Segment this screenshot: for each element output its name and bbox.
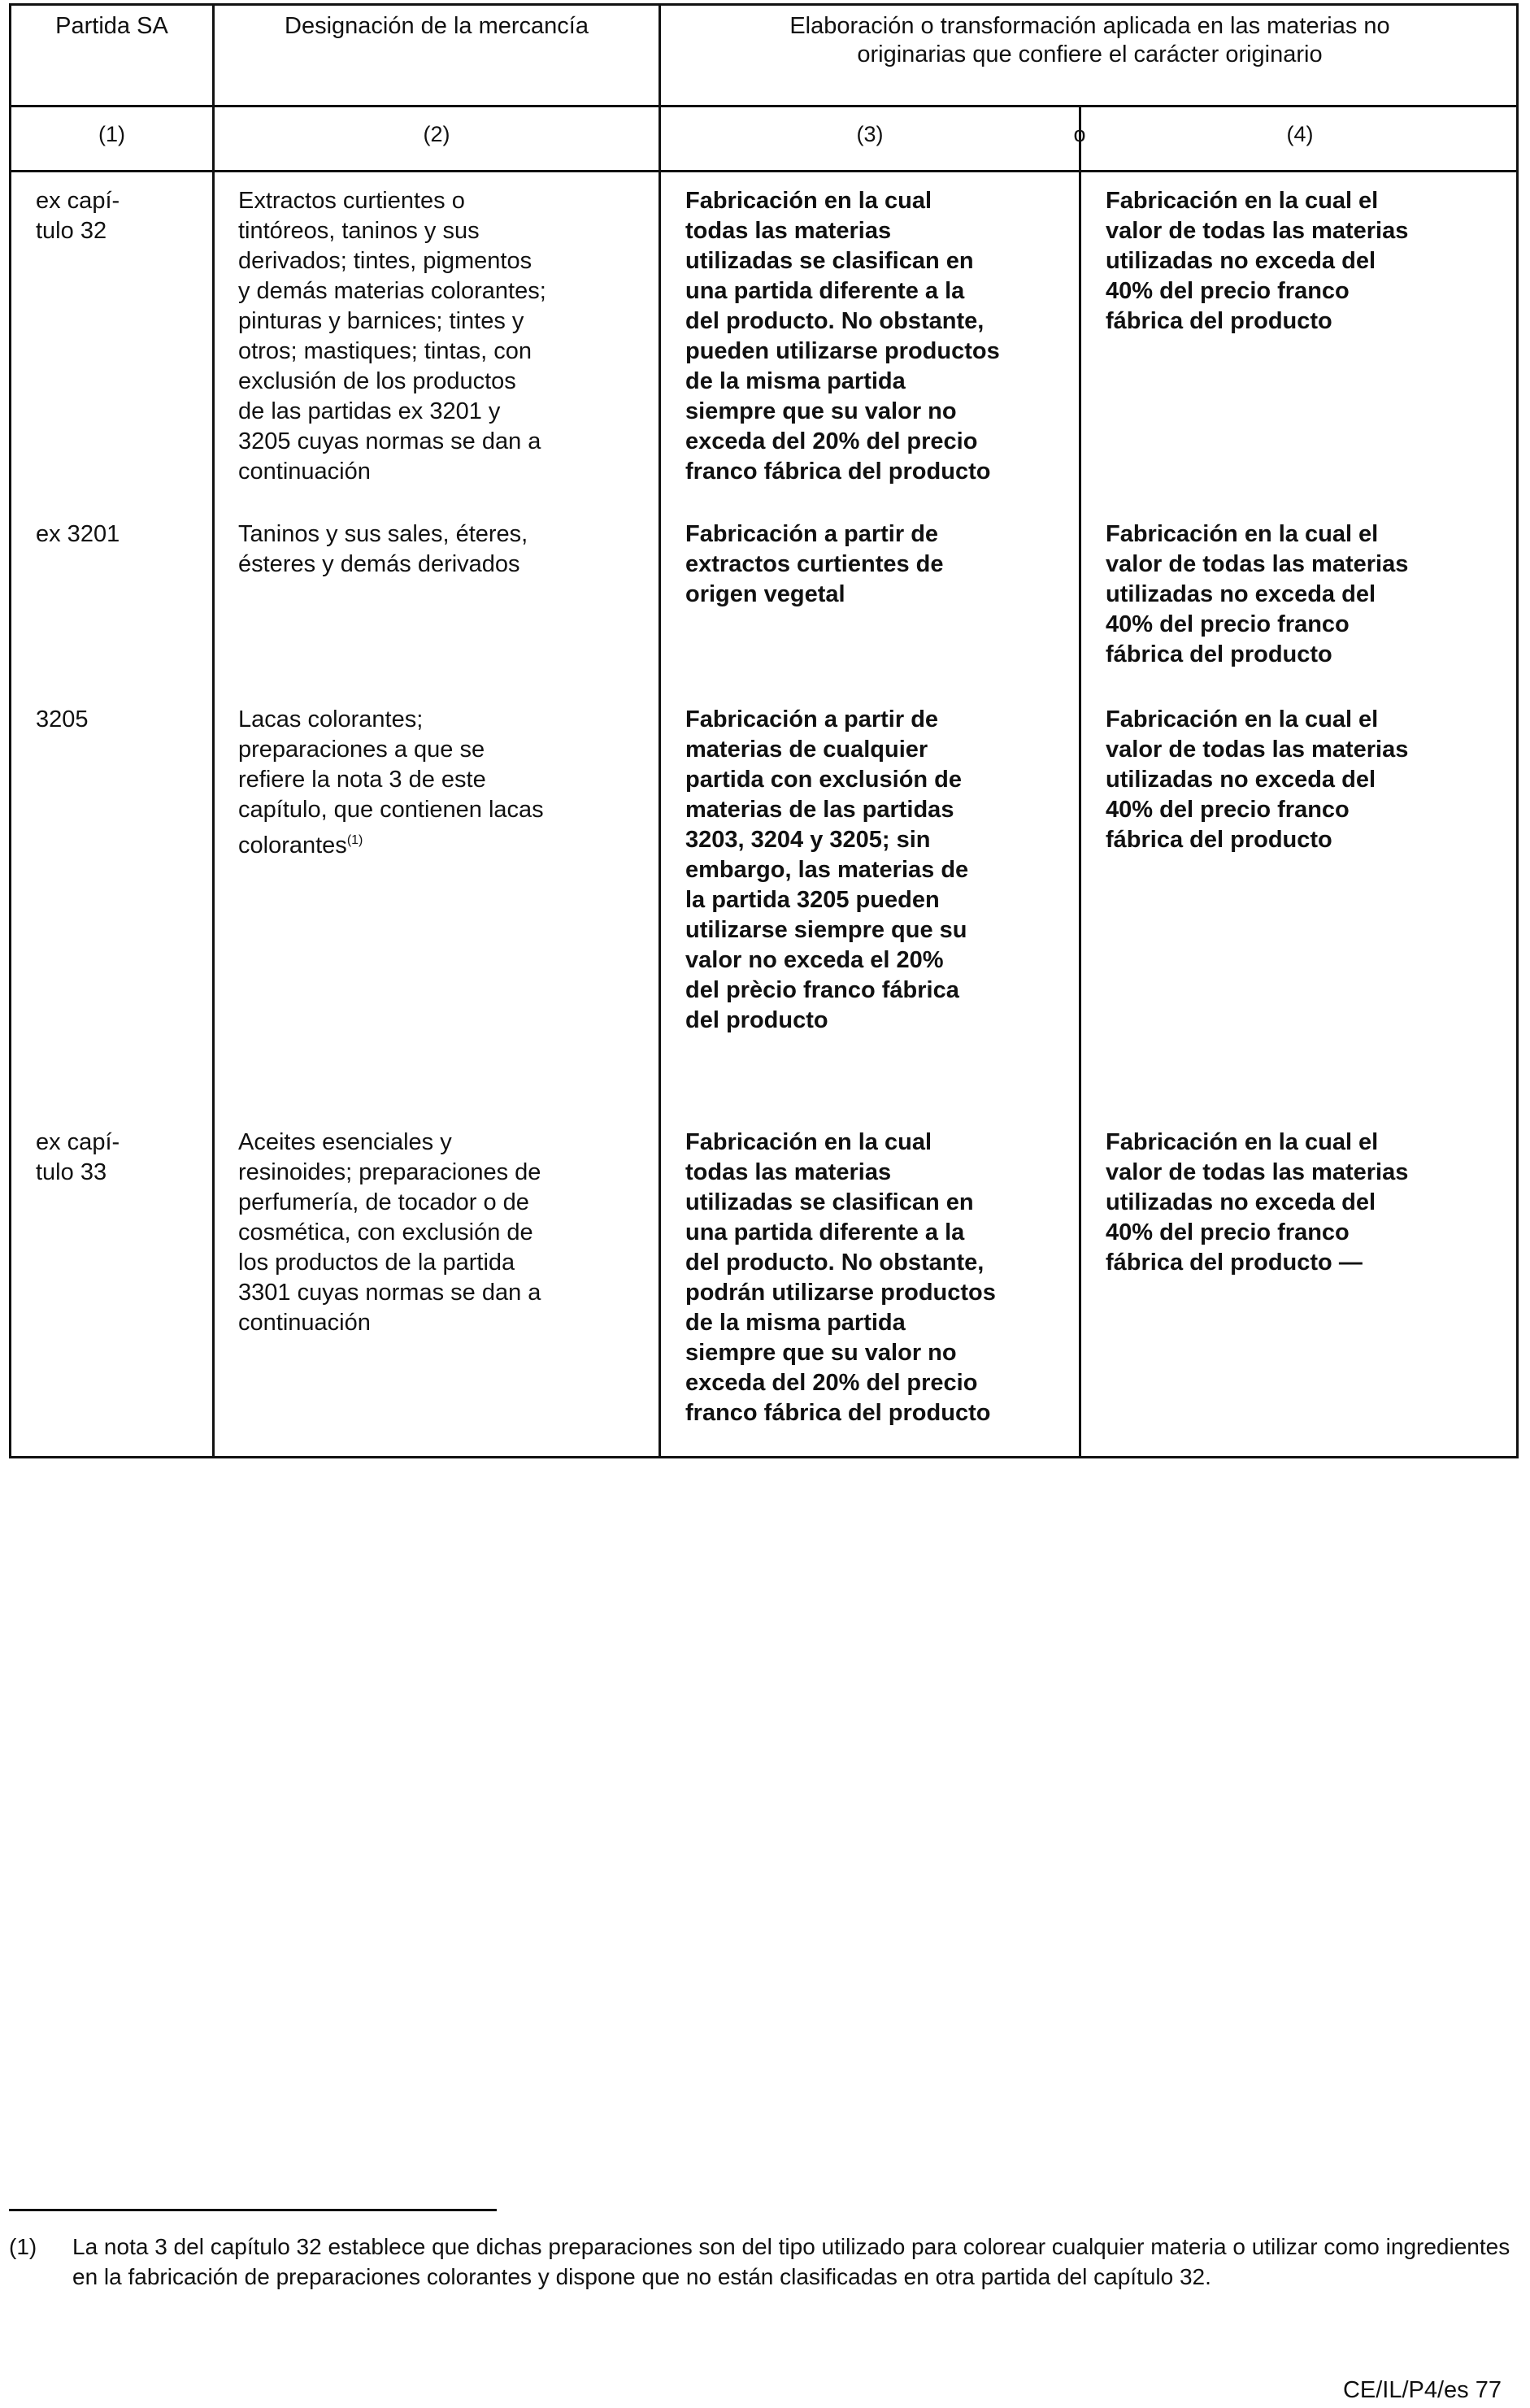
row-1-partida: ex capí- tulo 32 — [36, 188, 120, 244]
header-elaboracion: Elaboración o transformación aplicada en las materias no originarias que confiere el carácter originario — [789, 13, 1390, 67]
footnote-marker: (1) — [9, 2234, 37, 2259]
footnote-text: La nota 3 del capítulo 32 establece que dichas preparaciones son del tipo utilizado para colorear cualquier materia o utilizar como ingredientes en la fabricación de preparaciones colorantes y dispone que no están clasificadas en otra partida del capítulo 32. — [72, 2234, 1510, 2289]
row-3-partida: 3205 — [36, 706, 89, 732]
column-number-1: (1) — [98, 122, 125, 146]
column-number-3: (3) — [856, 122, 884, 146]
row-2-alternativa: Fabricación en la cual el valor de todas las materias utilizadas no exceda del 40% del precio franco fábrica del producto — [1106, 521, 1409, 667]
column-number-divider — [9, 170, 1519, 172]
column-divider-3 — [1079, 105, 1081, 1458]
row-4-alternativa: Fabricación en la cual el valor de todas las materias utilizadas no exceda del 40% del precio franco fábrica del producto — — [1106, 1129, 1409, 1276]
row-1-designacion: Extractos curtientes o tintóreos, taninos y sus derivados; tintes, pigmentos y demás materias colorantes; pinturas y barnices; tintes y otros; mastiques; tintas, con exclusión de los productos de las partidas ex 3201 y 3205 cuyas normas se dan a continuación — [238, 188, 546, 485]
row-3-elaboracion: Fabricación a partir de materias de cualquier partida con exclusión de materias de las partidas 3203, 3204 y 3205; sin embargo, las materias de la partida 3205 pueden utilizarse siempre que su valor no exceda el 20% del prècio franco fábrica del producto — [685, 706, 969, 1033]
rules-of-origin-table — [9, 3, 1519, 1458]
row-3-designacion-cell — [238, 705, 653, 861]
page-identifier: CE/IL/P4/es 77 — [1342, 2377, 1502, 2403]
header-divider — [9, 105, 1519, 107]
header-designacion: Designación de la mercancía — [285, 13, 589, 39]
column-or-word: o — [1073, 122, 1086, 146]
header-partida-sa: Partida SA — [55, 13, 168, 39]
row-4-designacion: Aceites esenciales y resinoides; preparaciones de perfumería, de tocador o de cosmética, con exclusión de los productos de la partida 3301 cuyas normas se dan a continuación — [238, 1129, 541, 1336]
row-3-alternativa: Fabricación en la cual el valor de todas las materias utilizadas no exceda del 40% del precio franco fábrica del producto — [1106, 706, 1409, 853]
column-divider-1 — [212, 3, 215, 1458]
row-3-designacion: Lacas colorantes; preparaciones a que se refiere la nota 3 de este capítulo, que contienen lacas colorantes — [238, 706, 544, 858]
row-2-designacion: Taninos y sus sales, éteres, ésteres y demás derivados — [238, 521, 528, 577]
footnote-separator — [9, 2209, 497, 2211]
row-2-elaboracion: Fabricación a partir de extractos curtientes de origen vegetal — [685, 521, 944, 607]
column-divider-2 — [659, 3, 661, 1458]
row-2-partida: ex 3201 — [36, 521, 120, 547]
row-4-partida: ex capí- tulo 33 — [36, 1129, 120, 1185]
column-number-2: (2) — [423, 122, 450, 146]
column-number-4: (4) — [1286, 122, 1314, 146]
row-4-elaboracion: Fabricación en la cual todas las materias utilizadas se clasifican en una partida diferente a la del producto. No obstante, podrán utilizarse productos de la misma partida siempre que su valor no exceda del 20% del precio franco fábrica del producto — [685, 1129, 996, 1426]
row-1-elaboracion: Fabricación en la cual todas las materias utilizadas se clasifican en una partida diferente a la del producto. No obstante, pueden utilizarse productos de la misma partida siempre que su valor no exceda del 20% del precio franco fábrica del producto — [685, 188, 1000, 485]
footnote-reference: (1) — [346, 833, 363, 847]
row-1-alternativa: Fabricación en la cual el valor de todas las materias utilizadas no exceda del 40% del precio franco fábrica del producto — [1106, 188, 1409, 334]
